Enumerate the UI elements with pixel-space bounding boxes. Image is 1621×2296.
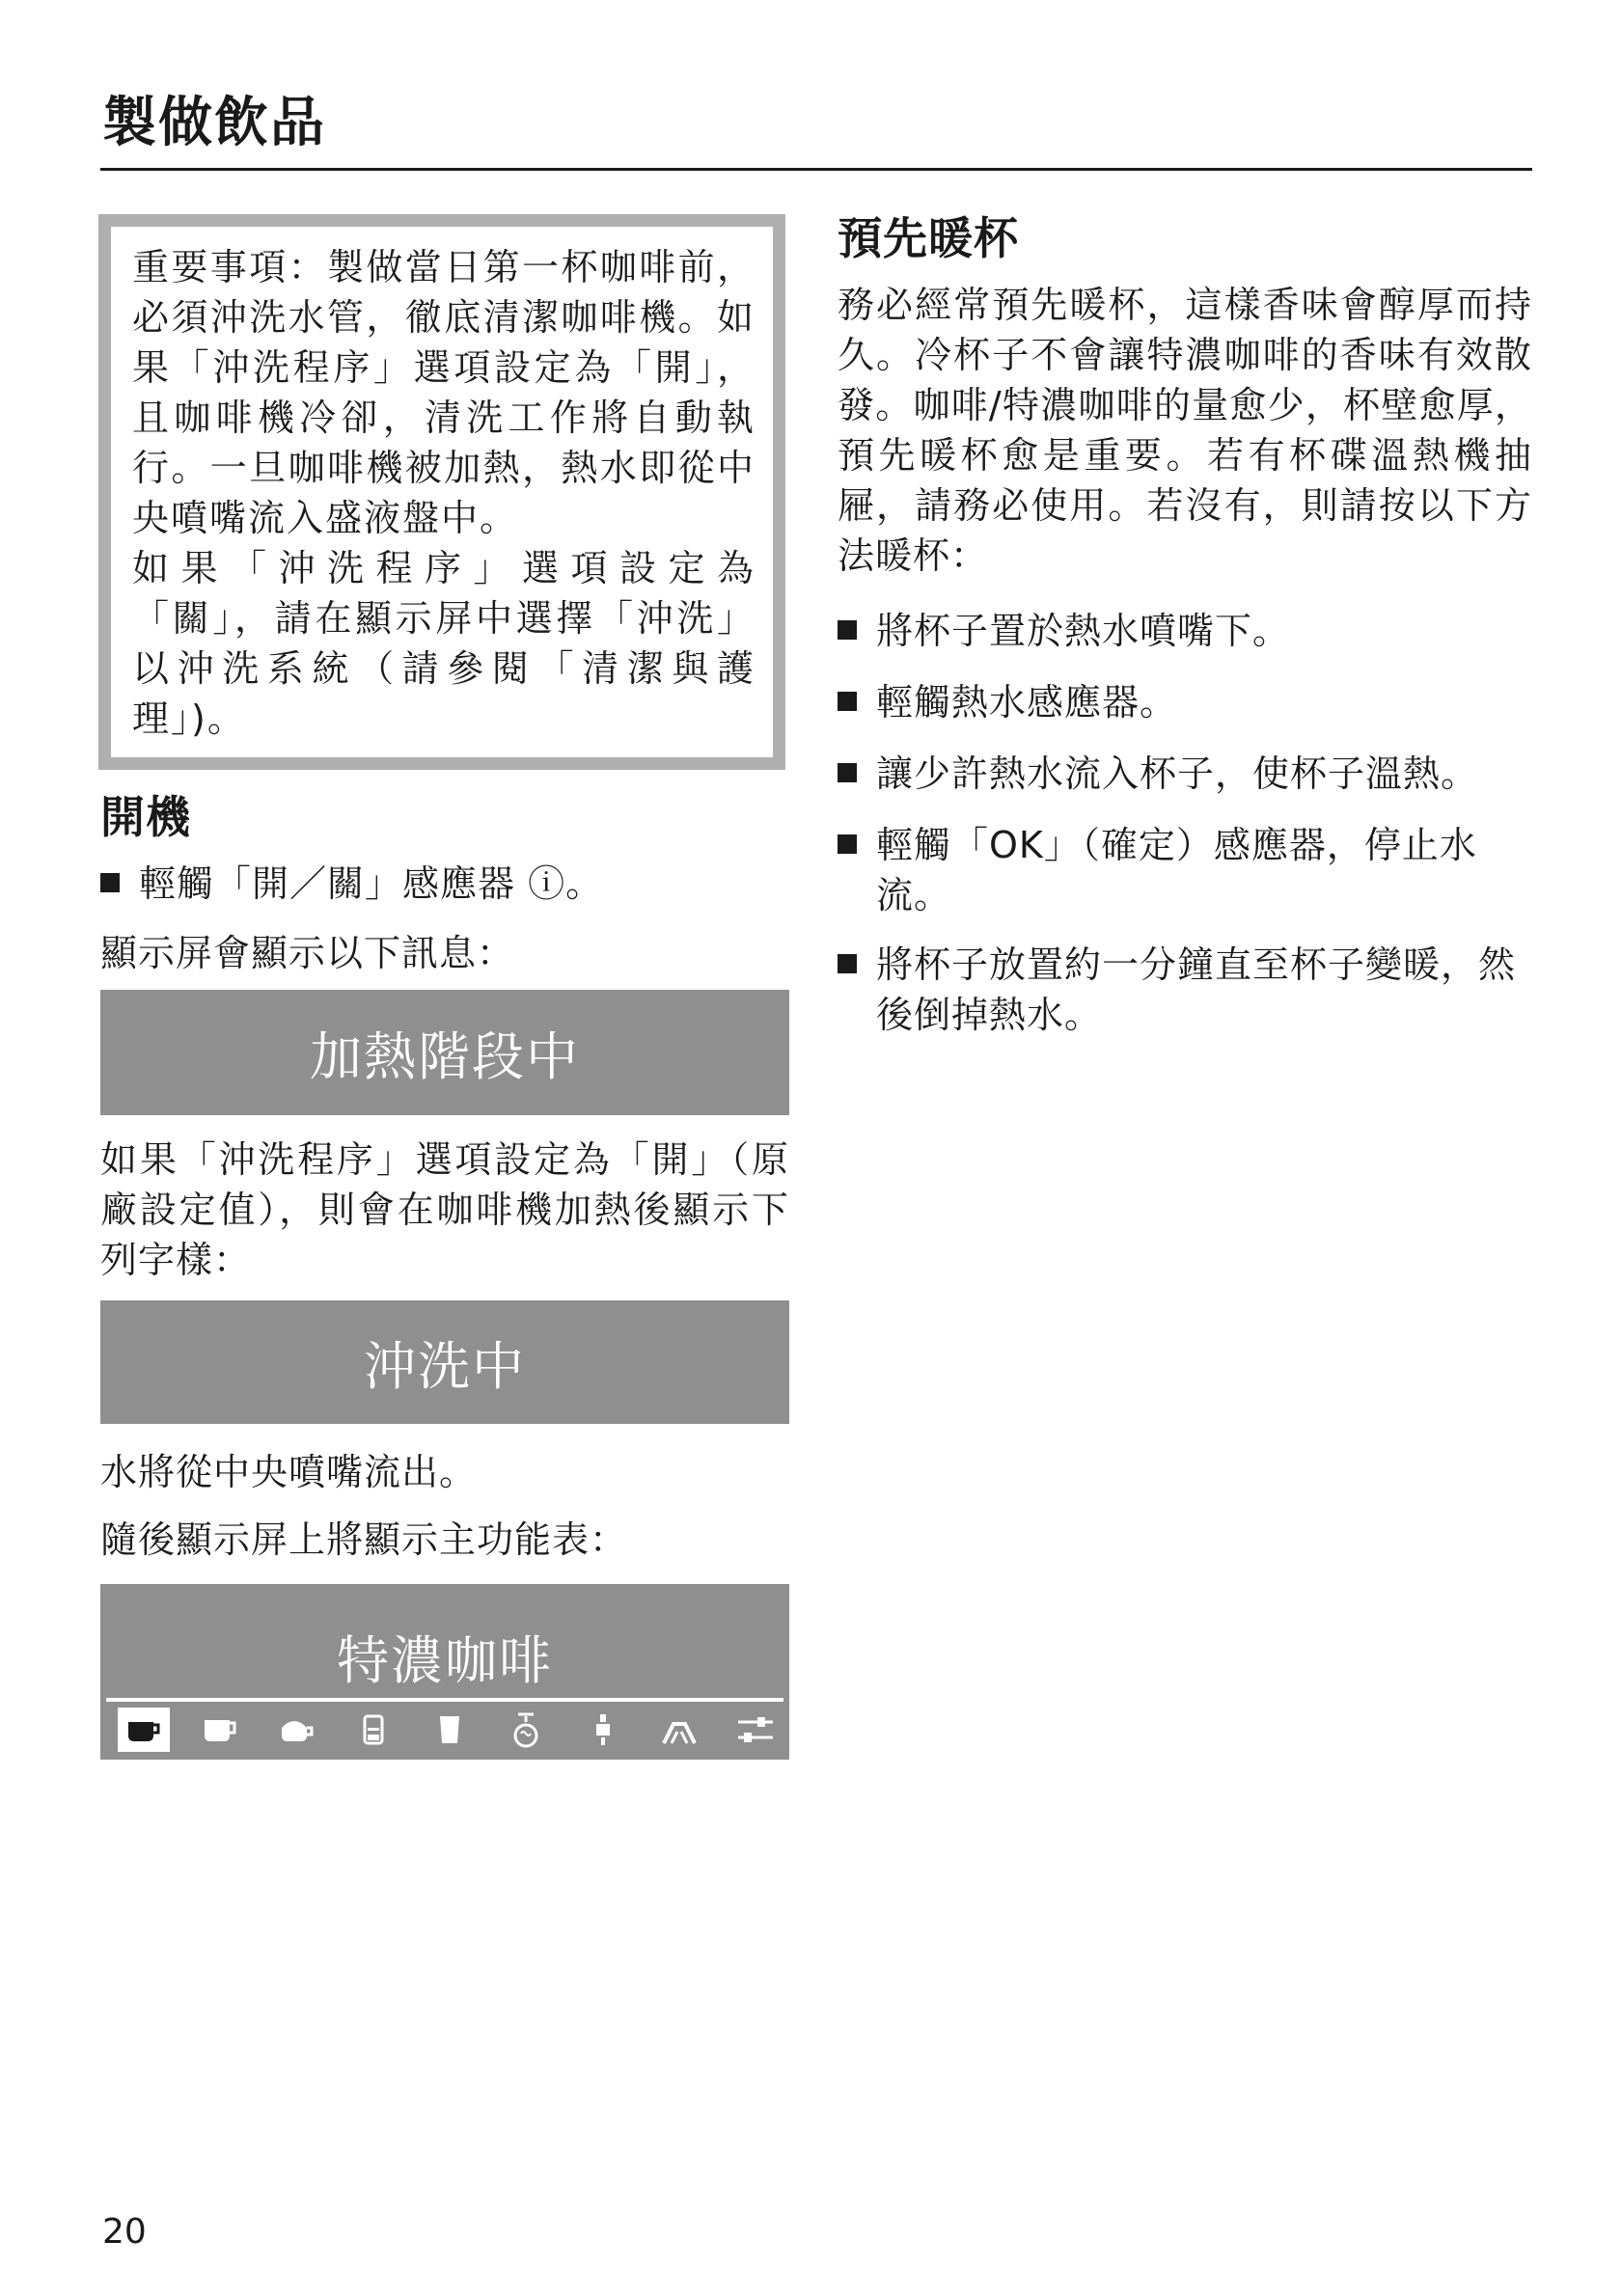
settings-icon [729, 1708, 782, 1752]
milk-glass-icon [424, 1708, 476, 1752]
preheat-step [838, 749, 1532, 799]
heating-display-panel [100, 990, 789, 1115]
preheat-step-text: 輕觸「OK」（確定）感應器，停止水流。 [876, 824, 1477, 916]
page-number: 20 [102, 2212, 147, 2252]
bullet-square-icon [838, 692, 857, 711]
note-paragraph-2: 如果「沖洗程序」選項設定為「關」，請在顯示屏中選擇「沖洗」以沖洗系統（請參閱「清潔與護理」)。 [132, 547, 756, 740]
preheat-step [838, 606, 1532, 656]
bullet-square-icon [838, 954, 857, 973]
bullet-square-icon [838, 834, 857, 854]
latte-glass-icon [347, 1708, 399, 1752]
coffee-cup-icon [194, 1708, 246, 1752]
espresso-cup-icon [118, 1708, 170, 1752]
preheat-step [838, 940, 1532, 1040]
page-title: 製做飲品 [102, 92, 326, 154]
menu-selected-title: 特濃咖啡 [337, 1630, 553, 1691]
preheat-step [838, 677, 1532, 727]
title-divider [100, 168, 1532, 171]
bullet-square-icon [100, 873, 120, 892]
menu-divider [106, 1698, 783, 1702]
double-dispense-icon [653, 1708, 705, 1752]
important-note-box [98, 214, 785, 770]
note-paragraph-1: 重要事項：製做當日第一杯咖啡前，必須沖洗水管，徹底清潔咖啡機。如果「沖洗程序」選項設定為「開」，且咖啡機冷卻，清洗工作將自動執行。一旦咖啡機被加熱，熱水即從中央噴嘴流入盛液盤中。 [132, 246, 756, 539]
water-flow-text: 水將從中央噴嘴流出。 [100, 1451, 478, 1493]
bullet-square-icon [838, 620, 857, 640]
preheat-step-text: 將杯子置於熱水噴嘴下。 [876, 610, 1291, 652]
preheat-step [838, 820, 1532, 920]
preheat-intro-text: 務必經常預先暖杯，這樣香味會醇厚而持久。冷杯子不會讓特濃咖啡的香味有效散發。咖啡/特濃咖啡的量愈少，杯壁愈厚，預先暖杯愈是重要。若有杯碟溫熱機抽屜，請務必使用。若沒有，則請按以下方法暖杯： [838, 284, 1532, 577]
preheat-step-text: 將杯子放置約一分鐘直至杯子變暖，然後倒掉熱水。 [876, 943, 1517, 1036]
rinse-info-text: 如果「沖洗程序」選項設定為「開」（原廠設定值），則會在咖啡機加熱後顯示下列字樣： [100, 1138, 789, 1281]
menu-icon-bar [118, 1708, 782, 1752]
hot-water-icon [500, 1708, 552, 1752]
menu-intro-text: 隨後顯示屏上將顯示主功能表： [100, 1518, 628, 1561]
preheat-step-text: 讓少許熱水流入杯子，使杯子溫熱。 [876, 752, 1479, 795]
preheat-heading: 預先暖杯 [838, 212, 1019, 264]
heating-display-message: 加熱階段中 [310, 1025, 580, 1087]
power-on-bullet-text: 輕觸「開／關」感應器 ⓘ。 [139, 862, 604, 905]
rinsing-display-message: 沖洗中 [364, 1335, 526, 1397]
display-intro-text: 顯示屏會顯示以下訊息： [100, 932, 515, 974]
bullet-square-icon [838, 763, 857, 782]
power-on-bullet [100, 859, 789, 909]
preheat-step-text: 輕觸熱水感應器。 [876, 681, 1178, 724]
main-menu-display [100, 1584, 789, 1760]
power-on-heading: 開機 [100, 791, 191, 843]
single-dispense-icon [577, 1708, 629, 1752]
rinsing-display-panel [100, 1300, 789, 1424]
cappuccino-cup-icon [271, 1708, 323, 1752]
